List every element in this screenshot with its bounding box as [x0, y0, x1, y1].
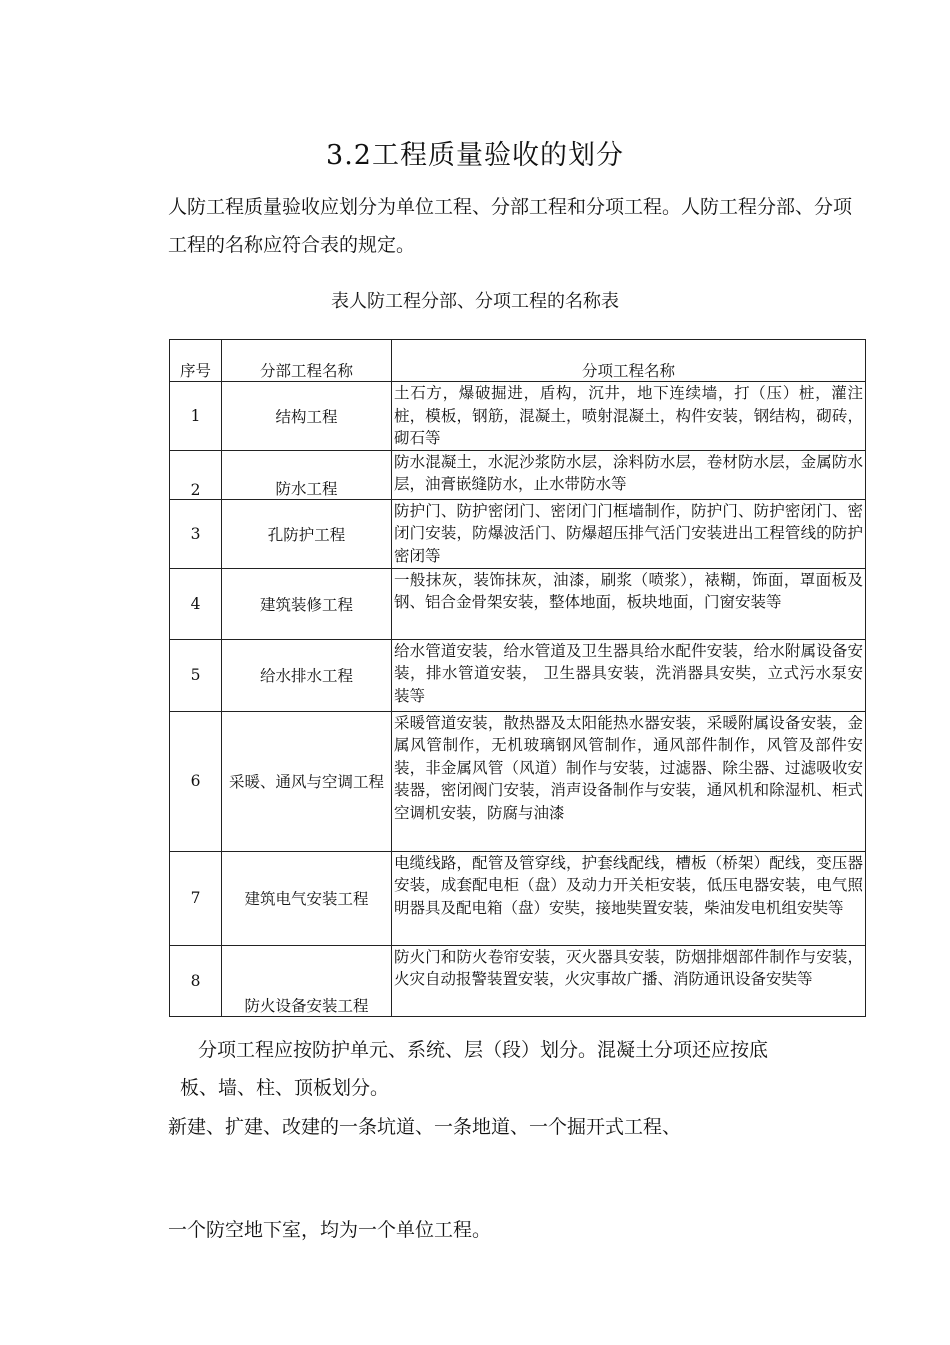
row-division-name: 结构工程 [222, 382, 392, 451]
table-header-row [170, 340, 866, 382]
intro-paragraph: 人防工程质量验收应划分为单位工程、分部工程和分项工程。人防工程分部、分项工程的名称应符合表的规定。 [168, 196, 853, 256]
table-row [170, 450, 866, 499]
section-heading: 3.2工程质量验收的划分 [326, 140, 624, 171]
table-row [170, 851, 866, 945]
row-no: 3 [170, 499, 222, 568]
row-division-name: 给水排水工程 [222, 639, 392, 711]
row-items: 一般抹灰，装饰抹灰，油漆，刷浆（喷浆），裱糊，饰面，罩面板及钢、铝合金骨架安装，整体地面，板块地面，门窗安装等 [392, 568, 866, 639]
table-row [170, 945, 866, 1016]
header-division-name: 分部工程名称 [222, 340, 392, 382]
note-line-2: 板、墙、柱、顶板划分。 [180, 1077, 390, 1099]
row-items: 防护门、防护密闭门、密闭门门框墙制作，防护门、防护密闭门、密闭门安装，防爆波活门、防爆超压排气活门安装进出工程管线的防护密闭等 [392, 499, 866, 568]
table-row [170, 711, 866, 851]
row-no: 8 [170, 945, 222, 1016]
row-items: 防水混凝土，水泥沙浆防水层，涂料防水层，卷材防水层，金属防水层，油膏嵌缝防水，止水带防水等 [392, 450, 866, 499]
row-no: 6 [170, 711, 222, 851]
division-table [169, 339, 866, 1017]
row-division-name: 采暖、通风与空调工程 [222, 711, 392, 851]
row-items: 采暖管道安装，散热器及太阳能热水器安装，采暖附属设备安装，金属风管制作，无机玻璃钢风管制作，通风部件制作，风管及部件安装，非金属风管（风道）制作与安装，过滤器、除尘器、过滤吸收安装器，密闭阀门安装，消声设备制作与安装，通风机和除湿机、柜式空调机安装，防腐与油漆 [392, 711, 866, 851]
header-no: 序号 [170, 340, 222, 382]
note-line-4: 一个防空地下室，均为一个单位工程。 [168, 1219, 492, 1241]
row-no: 5 [170, 639, 222, 711]
table-row [170, 639, 866, 711]
note-line-3: 新建、扩建、改建的一条坑道、一条地道、一个掘开式工程、 [168, 1116, 682, 1138]
row-items: 给水管道安装，给水管道及卫生器具给水配件安装，给水附属设备安装，排水管道安装， 卫生器具安装，洗消器具安奘，立式污水泵安装等 [392, 639, 866, 711]
row-items: 防火门和防火卷帘安装，灭火器具安装，防烟排烟部件制作与安装，火灾自动报警装置安装，火灾事故广播、消防通讯设备安奘等 [392, 945, 866, 1016]
row-items: 电缆线路，配管及管穿线，护套线配线，槽板（桥架）配线，变压器安装，成套配电柜（盘）及动力开关柜安装，低压电器安装，电气照明器具及配电箱（盘）安奘，接地奘置安装，柴油发电机组安奘等 [392, 851, 866, 945]
row-division-name: 建筑电气安装工程 [222, 851, 392, 945]
header-item-names: 分项工程名称 [392, 340, 866, 382]
table-caption: 表人防工程分部、分项工程的名称表 [331, 291, 619, 312]
row-no: 7 [170, 851, 222, 945]
row-division-name: 防火设备安装工程 [222, 945, 392, 1016]
row-no: 1 [170, 382, 222, 451]
row-division-name: 孔防护工程 [222, 499, 392, 568]
row-division-name: 建筑装修工程 [222, 568, 392, 639]
row-no: 2 [170, 450, 222, 499]
row-no: 4 [170, 568, 222, 639]
row-items: 土石方，爆破掘进，盾构，沉井，地下连续墙，打（压）桩，灌注桩，模板，钢筋，混凝土，喷射混凝土，构件安装，钢结构，砌砖，砌石等 [392, 382, 866, 451]
table-row [170, 382, 866, 451]
note-line-1: 分项工程应按防护单元、系统、层（段）划分。混凝土分项还应按底 [198, 1039, 769, 1061]
row-division-name: 防水工程 [222, 450, 392, 499]
table-row [170, 568, 866, 639]
table-row [170, 499, 866, 568]
